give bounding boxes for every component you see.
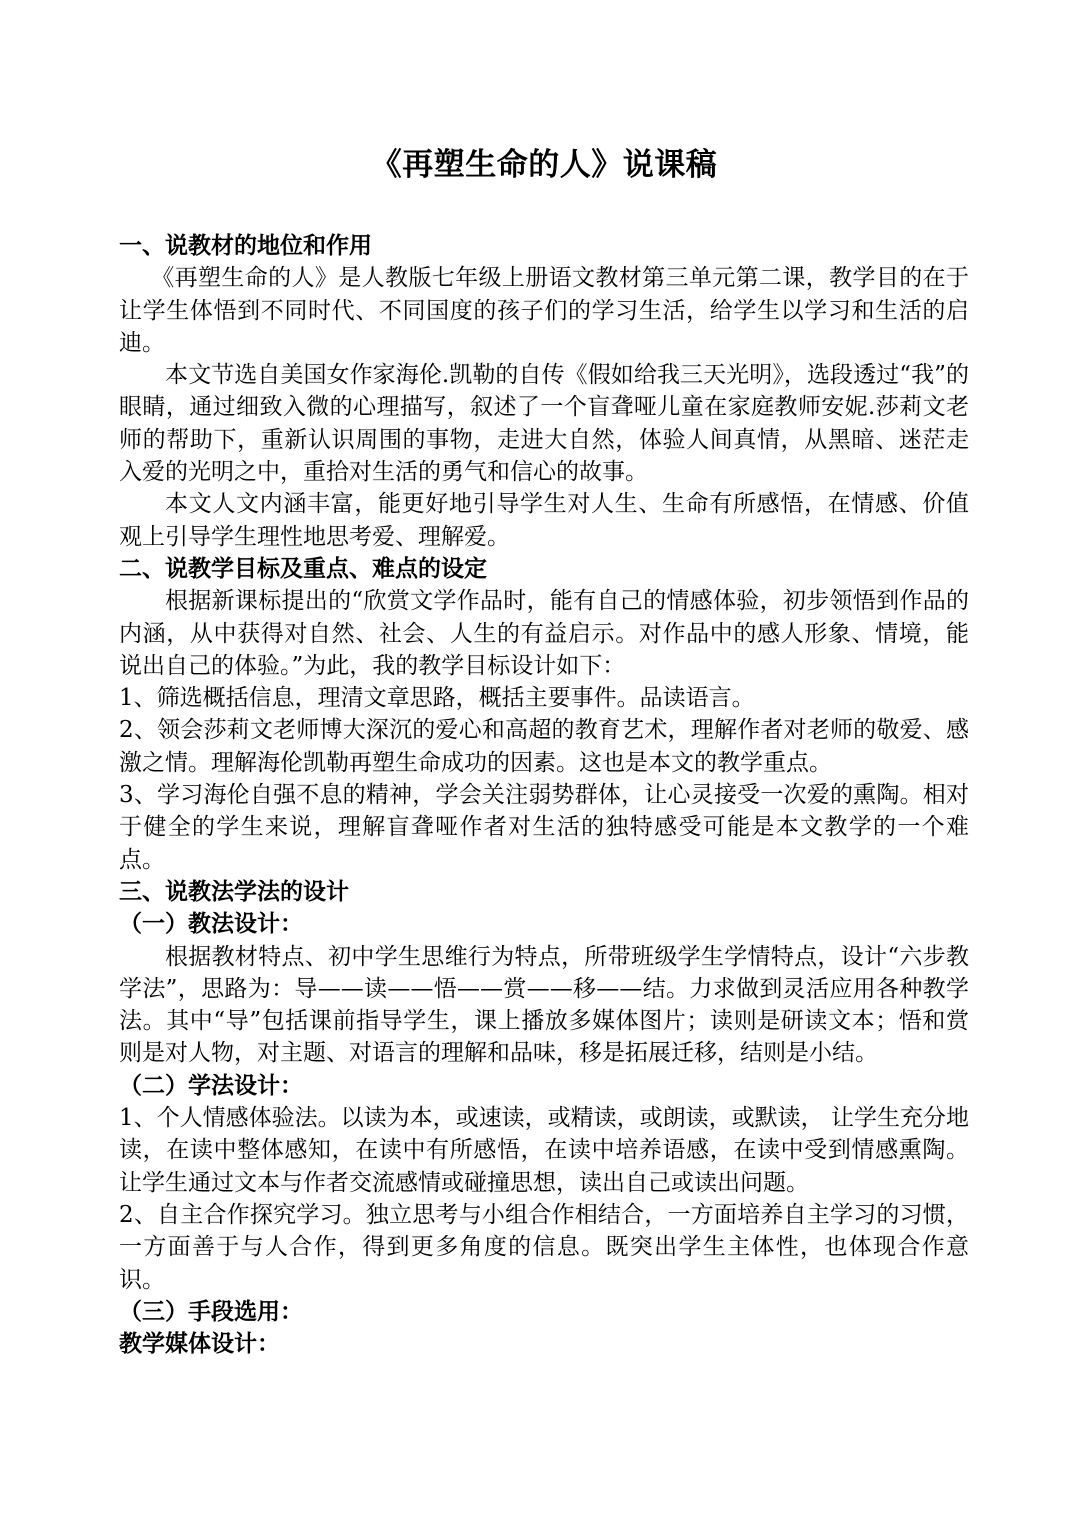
section-3-heading: 三、说教法学法的设计 [119,877,349,905]
teaching-method-paragraph: 根据教材特点、初中学生思维行为特点，所带班级学生学情特点，设计“六步教学法”，思路为：导——读——悟——赏——移——结。力求做到灵活应用各种教学法。其中“导”包括课前指导学生，课上播放多媒体图片；读则是研读文本；悟和赏则是对人物，对主题、对语言的理解和品味，移是拓展迁移，结则是小结。 [119,943,969,1067]
section-1-heading: 一、说教材的地位和作用 [119,232,372,259]
objective-item-2: 2、领会莎莉文老师博大深沉的爱心和高超的教育艺术，理解作者对老师的敬爱、感激之情。理解海伦凯勒再塑生命成功的因素。这也是本文的教学重点。 [119,717,969,776]
teaching-method-subheading: （一）教法设计： [119,910,303,938]
section-1-paragraph-3: 本文人文内涵丰富，能更好地引导学生对人生、生命有所感悟，在情感、价值观上引导学生理性地思考爱、理解爱。 [119,491,969,550]
document-page [119,140,969,1360]
objective-item-1: 1、筛选概括信息，理清文章思路，概括主要事件。品读语言。 [119,685,755,712]
media-design-label: 教学媒体设计： [119,1330,280,1358]
objective-item-3: 3、学习海伦自强不息的精神，学会关注弱势群体，让心灵接受一次爱的熏陶。相对于健全的学生来说，理解盲聋哑作者对生活的独特感受可能是本文教学的一个难点。 [119,782,969,873]
section-1-paragraph-1: 《再塑生命的人》是人教版七年级上册语文教材第三单元第二课，教学目的在于让学生体悟到不同时代、不同国度的孩子们的学习生活，给学生以学习和生活的启迪。 [119,265,969,356]
section-2-heading: 二、说教学目标及重点、难点的设定 [119,554,487,582]
learning-method-subheading: （二）学法设计： [119,1071,303,1099]
means-selection-subheading: （三）手段选用： [119,1297,303,1325]
section-1-paragraph-2: 本文节选自美国女作家海伦.凯勒的自传《假如给我三天光明》，选段透过“我”的眼睛，通过细致入微的心理描写，叙述了一个盲聋哑儿童在家庭教师安妮.莎莉文老师的帮助下，重新认识周围的事物，走进大自然，体验人间真情，从黑暗、迷茫走入爱的光明之中，重拾对生活的勇气和信心的故事。 [119,362,969,486]
learning-method-item-1: 1、个人情感体验法。以读为本，或速读，或精读，或朗读，或默读， 让学生充分地读，在读中整体感知，在读中有所感悟，在读中培养语感，在读中受到情感熏陶。让学生通过文本与作者交流感情或碰撞思想，读出自己或读出问题。 [119,1105,969,1196]
document-title: 《再塑生命的人》说课稿 [370,147,718,183]
section-2-paragraph-1: 根据新课标提出的“欣赏文学作品时，能有自己的情感体验，初步领悟到作品的内涵，从中获得对自然、社会、人生的有益启示。对作品中的感人形象、情境，能说出自己的体验。”为此，我的教学目标设计如下： [119,588,969,679]
learning-method-item-2: 2、自主合作探究学习。独立思考与小组合作相结合，一方面培养自主学习的习惯，一方面善于与人合作，得到更多角度的信息。既突出学生主体性，也体现合作意识。 [119,1201,969,1293]
